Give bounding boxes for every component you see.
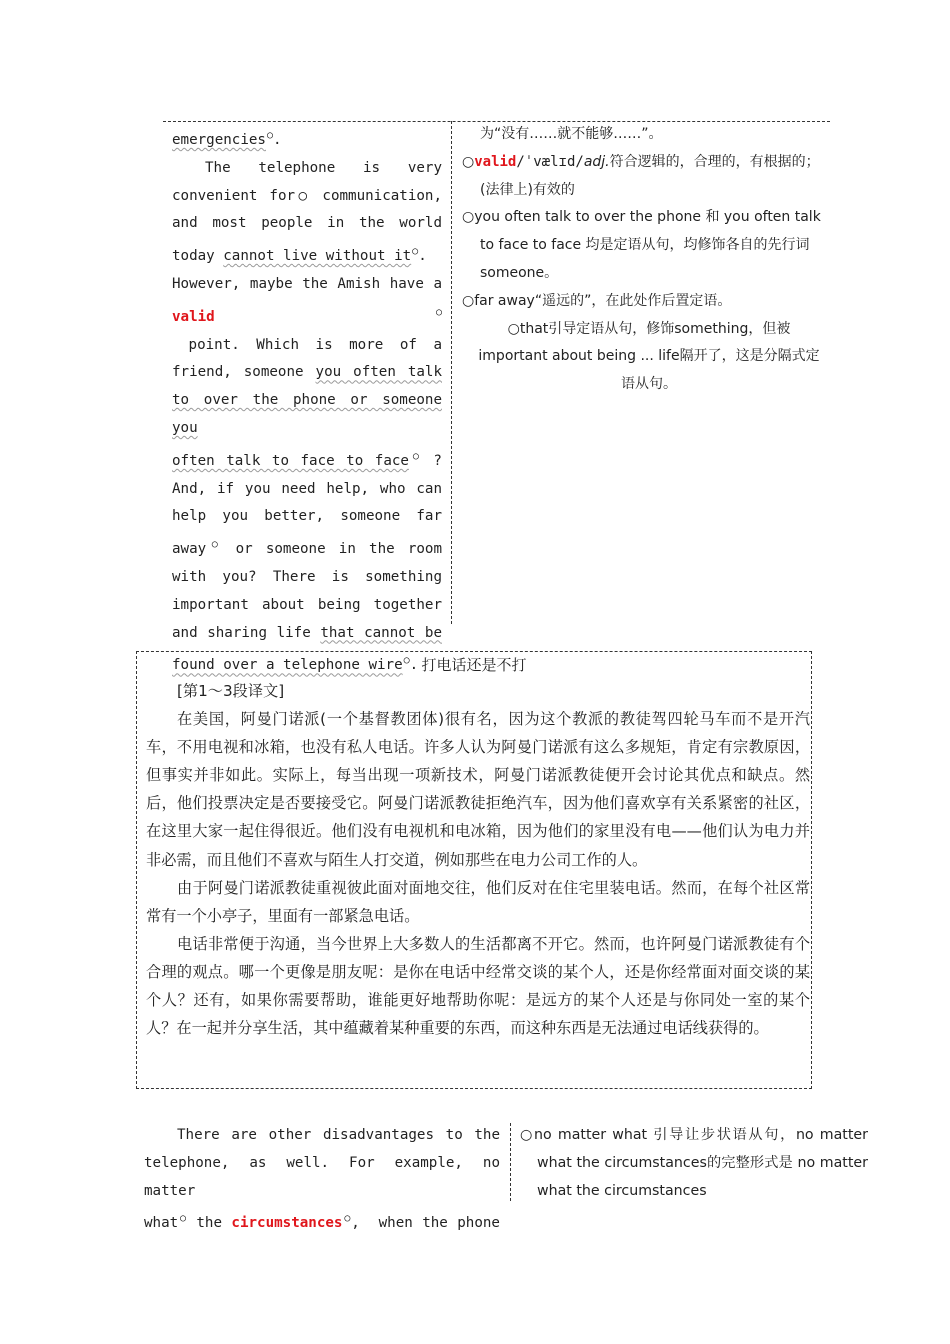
translation-paragraph: 在美国，阿曼门诺派(一个基督教团体)很有名，因为这个教派的教徒驾四轮马车而不是开汽车，不用电视和冰箱，也没有私人电话。许多人认为阿曼门诺派有这么多规矩，肯定有宗教原因，但事实并非如此。实际上，每当出现一项新技术，阿曼门诺派教徒便开会讨论其优点和缺点。然后，他们投票决定是否要接受它。阿曼门诺派教徒拒绝汽车，因为他们喜欢享有关系紧密的社区，在这里大家一起住得很近。他们没有电视机和电冰箱，因为他们的家里没有电——他们认为电力并非必需，而且他们不喜欢与陌生人打交道，例如那些在电力公司工作的人。 — [146, 710, 810, 869]
note-bullet: ○ — [462, 153, 475, 170]
note-continuation: 为“没有……就不能够……”。 — [480, 126, 663, 142]
note-no-matter-what: ○no matter what 引导让步状语从句，no matter what the circumstances的完整形式是 no matter what the circumstances — [520, 1127, 868, 1199]
passage-line: valid○ point. Which is more of a — [172, 306, 442, 353]
box-left-border — [136, 651, 137, 1089]
translation-paragraph: 由于阿曼门诺派教徒重视彼此面对面地交往，他们反对在住宅里装电话。然而，在每个社区常常有一个小亭子，里面有一部紧急电话。 — [146, 878, 810, 925]
top-notes-column — [462, 121, 826, 399]
passage-line: often talk to face to face○ ? — [172, 450, 442, 469]
bottom-english-passage — [144, 1121, 500, 1237]
passage-line: with you? There is something — [172, 568, 442, 585]
translation-box — [136, 651, 812, 1089]
note-marker: ○ — [409, 450, 422, 462]
passage-line: emergencies○. — [172, 130, 282, 148]
translation-body — [146, 677, 810, 1042]
passage-line: However, maybe the Amish have a — [172, 275, 442, 292]
note-bullet: ○ — [507, 320, 520, 337]
note-marker: ○ — [266, 130, 273, 141]
bottom-column-divider — [510, 1123, 511, 1201]
passage-line: friend, someone you often talk — [172, 364, 442, 381]
keyword-circumstances: circumstances — [231, 1215, 343, 1231]
passage-line: what○ the circumstances○, when the phone — [144, 1213, 500, 1231]
note-marker: ○ — [412, 246, 419, 258]
note-attributive-clause: ○you often talk to over the phone 和 you often talk to face to face 均是定语从句，均修饰各自的先行词someone。 — [462, 209, 821, 281]
note-bullet: ○ — [520, 1127, 535, 1143]
box-right-border — [811, 651, 812, 1089]
passage-line: There are other disadvantages to the — [177, 1127, 500, 1143]
note-bullet: ○ — [462, 292, 475, 309]
note-marker: ○ — [207, 539, 223, 551]
passage-line: convenient for○ communication, — [172, 187, 443, 204]
top-column-divider — [451, 121, 452, 624]
passage-line: And, if you need help, who can — [172, 480, 442, 497]
passage-line: away○ or someone in the room — [172, 539, 442, 558]
passage-line: help you better, someone far — [172, 508, 442, 525]
passage-line: The telephone is very — [205, 159, 443, 176]
note-marker: ○ — [343, 1213, 352, 1224]
note-far-away: ○far away“遥远的”，在此处作后置定语。 — [462, 292, 732, 309]
passage-line: telephone, as well. For example, no matter — [144, 1155, 500, 1199]
note-separated-clause: ○that引导定语从句，修饰something，但被important about being ... life隔开了，这是分隔式定语从句。 — [478, 320, 820, 393]
box-bottom-border — [136, 1088, 812, 1089]
box-top-border — [136, 651, 812, 652]
passage-line: today cannot live without it○. — [172, 246, 427, 265]
passage-line: to over the phone or someone you — [172, 392, 442, 436]
passage-line: found over a telephone wire○. — [172, 655, 419, 674]
passage-line: and sharing life that cannot be — [172, 624, 442, 641]
bottom-notes-column — [520, 1121, 868, 1205]
translation-label: [第1～3段译文] — [177, 682, 285, 700]
note-marker: ○ — [403, 655, 410, 667]
passage-line: and most people in the world — [172, 215, 442, 232]
note-valid: ○valid/ˈvælɪd/adj.符合逻辑的，合理的，有根据的；(法律上)有效的 — [462, 153, 820, 198]
top-english-passage — [172, 122, 442, 680]
translation-paragraph: 电话非常便于沟通，当今世界上大多数人的生活都离不开它。然而，也许阿曼门诺派教徒有个合理的观点。哪一个更像是朋友呢：是你在电话中经常交谈的某个人，还是你经常面对面交谈的某个人？还有，如果你需要帮助，谁能更好地帮助你呢：是远方的某个人还是与你同处一室的某个人？在一起并分享生活，其中蕴藏着某种重要的东西，而这种东西是无法通过电话线获得的。 — [146, 934, 810, 1038]
note-marker: ○ — [215, 306, 442, 318]
keyword-valid: valid — [172, 308, 215, 325]
note-marker: ○ — [179, 1213, 187, 1224]
passage-line: important about being together — [172, 596, 442, 613]
translation-title: 打电话还是不打 — [421, 656, 527, 674]
note-bullet: ○ — [462, 209, 475, 226]
